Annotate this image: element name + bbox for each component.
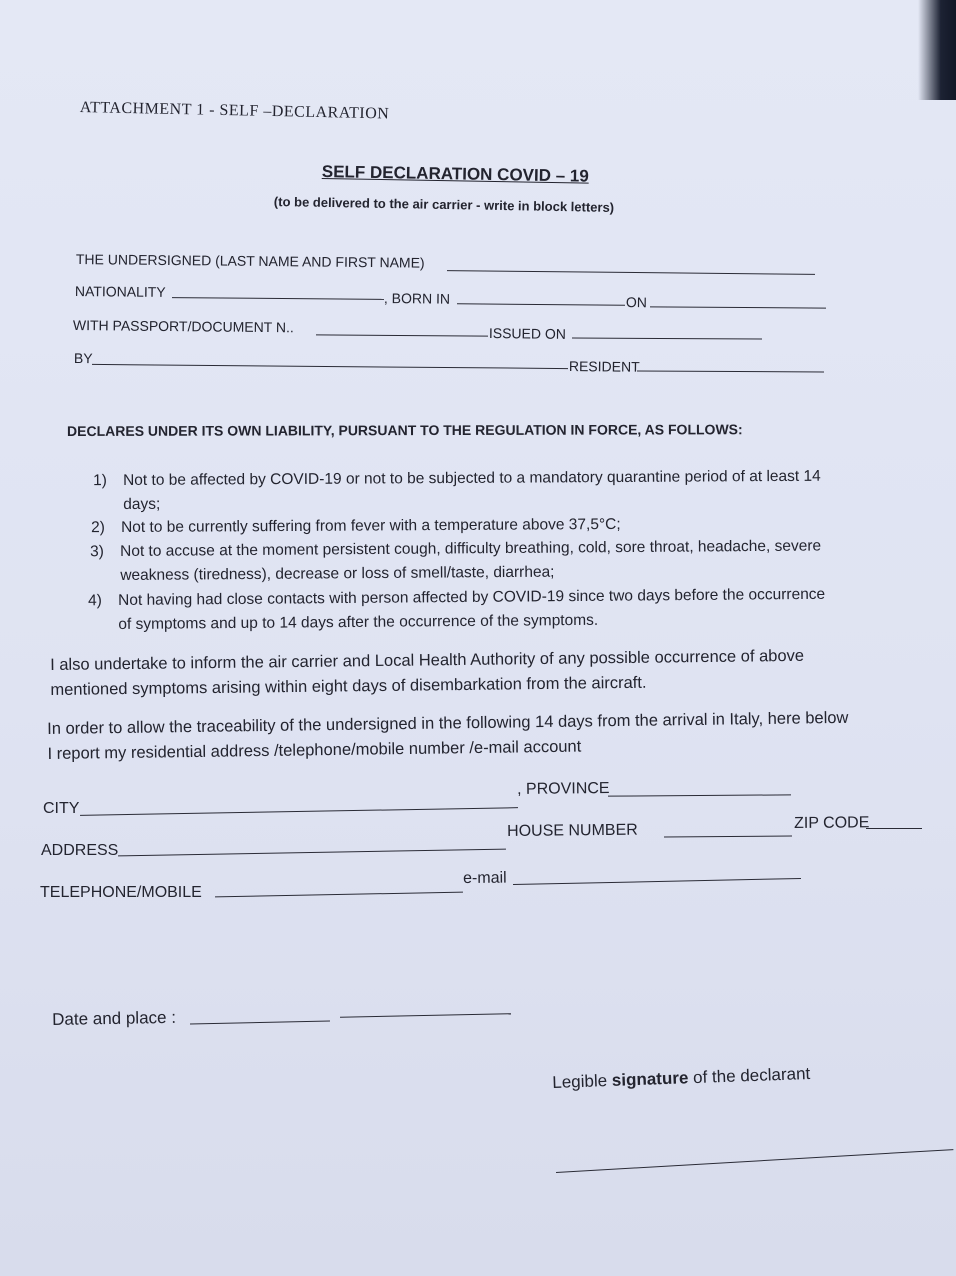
signature-label-suffix: of the declarant: [688, 1063, 811, 1088]
issued-on-label: ISSUED ON: [488, 325, 567, 342]
item-text-line: days;: [123, 495, 161, 513]
paragraph-line: I also undertake to inform the air carrier and Local Health Authority of any possible occurrence of above: [50, 646, 805, 674]
on-field[interactable]: [650, 306, 826, 308]
born-in-label: , BORN IN: [383, 290, 451, 307]
place-field[interactable]: [340, 1013, 511, 1018]
item-text-line: Not having had close contacts with person affected by COVID-19 since two days before the occurrence: [118, 585, 826, 609]
signature-label-bold: signature: [611, 1068, 689, 1090]
signature-field[interactable]: [556, 1149, 953, 1173]
email-label: e-mail: [463, 869, 507, 887]
undersigned-label: THE UNDERSIGNED (LAST NAME AND FIRST NAME): [75, 251, 425, 271]
page-edge-shadow: [918, 0, 956, 100]
city-field[interactable]: [80, 807, 518, 816]
passport-field[interactable]: [316, 334, 488, 336]
on-label: ON: [625, 294, 647, 311]
born-in-field[interactable]: [457, 303, 625, 305]
telephone-field[interactable]: [215, 892, 463, 898]
item-text-line: Not to be currently suffering from fever with a temperature above 37,5°C;: [121, 515, 621, 536]
document-title: SELF DECLARATION COVID – 19: [321, 162, 589, 186]
item-number: 3): [90, 543, 104, 561]
email-field[interactable]: [513, 878, 801, 885]
by-label: BY: [73, 350, 93, 367]
attachment-heading: ATTACHMENT 1 - SELF –DECLARATION: [79, 99, 390, 123]
zip-code-field[interactable]: [866, 828, 922, 829]
passport-label: WITH PASSPORT/DOCUMENT N..: [72, 317, 294, 336]
city-label: CITY: [43, 800, 80, 817]
undertake-paragraph: [50, 644, 804, 703]
by-field[interactable]: [92, 364, 568, 369]
declaration-item-3: [90, 534, 822, 588]
paragraph-line: In order to allow the traceability of the undersigned in the following 14 days from the arrival in Italy, here below: [47, 708, 849, 738]
province-label: , PROVINCE: [517, 780, 610, 798]
date-field[interactable]: [190, 1021, 330, 1025]
item-number: 2): [91, 519, 105, 537]
telephone-label: TELEPHONE/MOBILE: [40, 884, 202, 901]
nationality-label: NATIONALITY: [74, 283, 166, 300]
paragraph-line: I report my residential address /telephone/mobile number /e-mail account: [47, 737, 582, 763]
item-text-line: Not to be affected by COVID-19 or not to be subjected to a mandatory quarantine period of at least 14: [123, 467, 821, 489]
resident-label: RESIDENT: [568, 358, 640, 375]
resident-field[interactable]: [637, 371, 824, 373]
declaration-item-4: [88, 583, 826, 637]
declaration-heading: DECLARES UNDER ITS OWN LIABILITY, PURSUANT TO THE REGULATION IN FORCE, AS FOLLOWS:: [67, 421, 743, 439]
item-text-line: weakness (tiredness), decrease or loss of smell/taste, diarrhea;: [120, 563, 555, 584]
signature-label: [552, 1064, 811, 1093]
paragraph-line: mentioned symptoms arising within eight days of disembarkation from the aircraft.: [50, 673, 647, 699]
traceability-paragraph: [47, 706, 849, 767]
nationality-field[interactable]: [172, 297, 384, 300]
issued-on-field[interactable]: [572, 338, 762, 340]
item-number: 1): [93, 472, 107, 490]
address-field[interactable]: [118, 849, 506, 857]
house-number-label: HOUSE NUMBER: [507, 821, 638, 840]
house-number-field[interactable]: [664, 835, 792, 837]
province-field[interactable]: [608, 794, 791, 796]
undersigned-field[interactable]: [447, 270, 815, 275]
item-number: 4): [88, 592, 102, 610]
declaration-item-1: [93, 465, 821, 517]
date-place-label: Date and place :: [52, 1007, 177, 1029]
signature-label-prefix: Legible: [552, 1070, 613, 1092]
document-subtitle: (to be delivered to the air carrier - write in block letters): [273, 194, 615, 215]
item-text-line: Not to accuse at the moment persistent cough, difficulty breathing, cold, sore throat, headache, severe: [120, 537, 822, 560]
item-text-line: of symptoms and up to 14 days after the occurrence of the symptoms.: [118, 611, 599, 633]
address-label: ADDRESS: [41, 842, 119, 859]
zip-code-label: ZIP CODE: [794, 814, 870, 832]
